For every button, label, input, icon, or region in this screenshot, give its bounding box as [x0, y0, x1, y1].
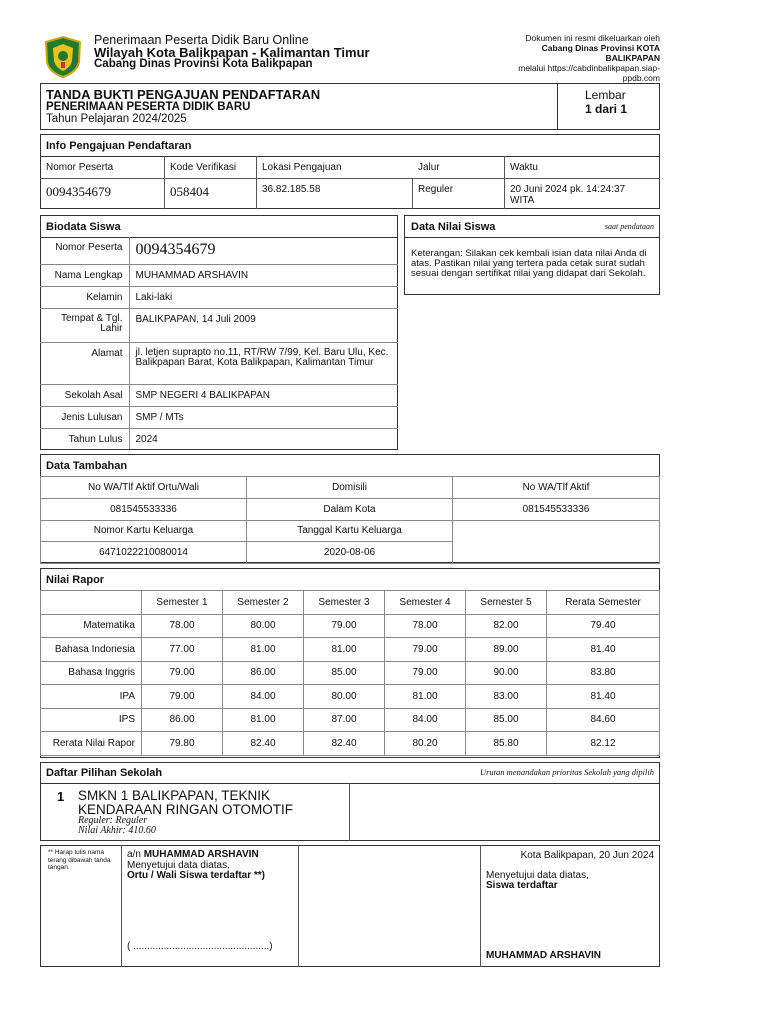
rapor-header: Semester 2 [223, 591, 304, 615]
signature-note: ** Harap tulis nama terang dibawah tanda tangan. [48, 849, 111, 871]
info-h-waktu: Waktu [510, 162, 538, 173]
tam-wa-ortu: 081545533336 [41, 498, 247, 520]
rapor-cell: 80.00 [304, 685, 385, 709]
info-nomor: 0094354679 [46, 184, 111, 199]
doc-subtitle: PENERIMAAN PESERTA DIDIK BARU [46, 101, 251, 113]
info-h-nomor: Nomor Peserta [46, 162, 114, 173]
rapor-row [41, 638, 660, 662]
tam-h-kk: Nomor Kartu Keluarga [41, 520, 247, 542]
info-h-jalur: Jalur [418, 162, 440, 173]
rapor-cell: 79.00 [304, 614, 385, 638]
bio-key: Tempat & Tgl. Lahir [40, 308, 129, 342]
rapor-cell: 80.20 [385, 732, 466, 756]
tam-h-wa-ortu: No WA/Tlf Aktif Ortu/Wali [41, 477, 247, 499]
tam-tgl-kk: 2020-08-06 [247, 542, 453, 564]
biodata-row [40, 308, 398, 342]
rapor-cell: 84.00 [385, 708, 466, 732]
issuer-line4: melalui https://cabdinbalikpapan.siap- [518, 63, 660, 73]
bio-value: 0094354679 [129, 237, 398, 264]
guardian-block [127, 850, 265, 882]
rapor-cell: 79.00 [385, 638, 466, 662]
pilihan-number: 1 [57, 789, 65, 804]
rapor-cell: 78.00 [142, 614, 223, 638]
pilihan-jalur: Reguler: Reguler [78, 815, 148, 826]
info-waktu: 20 Juni 2024 pk. 14:24:37 WITA [510, 184, 626, 206]
rapor-corner [41, 591, 142, 615]
bio-key: Sekolah Asal [40, 384, 129, 406]
tambahan-title: Data Tambahan [46, 460, 128, 472]
biodata-row [40, 342, 398, 384]
rapor-cell: 85.00 [466, 708, 547, 732]
biodata-row [40, 237, 398, 264]
student-role: Siswa terdaftar [486, 880, 558, 891]
rapor-cell: 85.00 [304, 661, 385, 685]
issuer-line3: BALIKPAPAN [605, 53, 660, 63]
bio-key: Jenis Lulusan [40, 406, 129, 428]
rapor-cell: 83.00 [466, 685, 547, 709]
rapor-header: Semester 5 [466, 591, 547, 615]
student-agree: Menyetujui data diatas, [486, 870, 589, 881]
rapor-row [41, 708, 660, 732]
rapor-header: Semester 3 [304, 591, 385, 615]
nilai-siswa-title: Data Nilai Siswa [411, 221, 496, 233]
rapor-cell: 86.00 [142, 708, 223, 732]
bio-value: SMP / MTs [129, 406, 398, 428]
pilihan-school-line1: SMKN 1 BALIKPAPAN, TEKNIK [78, 788, 271, 803]
biodata-row [40, 406, 398, 428]
pilihan-note: Urutan menandakan prioritas Sekolah yang dipilih [479, 767, 654, 777]
doc-year: Tahun Pelajaran 2024/2025 [46, 113, 187, 125]
rapor-cell: 82.40 [223, 732, 304, 756]
rapor-subject: Matematika [41, 614, 142, 638]
rapor-cell: 81.00 [223, 638, 304, 662]
logo [44, 36, 82, 78]
guardian-agree: Menyetujui data diatas, [127, 859, 230, 871]
sheet-value: 1 dari 1 [585, 102, 628, 116]
rapor-cell: 87.00 [304, 708, 385, 732]
rapor-row [41, 614, 660, 638]
rapor-cell: 89.00 [466, 638, 547, 662]
bio-value: 2024 [135, 433, 158, 445]
rapor-subject: Bahasa Indonesia [41, 638, 142, 662]
rapor-cell: 81.00 [385, 685, 466, 709]
rapor-cell: 79.80 [142, 732, 223, 756]
pilihan-title: Daftar Pilihan Sekolah [46, 767, 163, 779]
tam-wa: 081545533336 [453, 498, 660, 520]
biodata-row [40, 428, 398, 449]
rapor-cell: 81.00 [223, 708, 304, 732]
rapor-cell: 83.80 [547, 661, 660, 685]
biodata-row [40, 286, 398, 308]
header-line3: Cabang Dinas Provinsi Kota Balikpapan [94, 58, 313, 70]
rapor-cell: 79.00 [385, 661, 466, 685]
rapor-cell: 80.00 [223, 614, 304, 638]
rapor-cell: 84.00 [223, 685, 304, 709]
rapor-cell: 81.40 [547, 685, 660, 709]
nilai-siswa-keterangan: Keterangan: Silakan cek kembali isian data nilai Anda di atas. Pastikan nilai yang tertera pada cetak surat sudah sesuai dengan sertifikat nilai yang didapat dari Sekolah. [411, 248, 647, 279]
rapor-title: Nilai Rapor [46, 574, 105, 586]
pilihan-nilai: Nilai Akhir: 410.60 [78, 825, 156, 836]
rapor-cell: 85.80 [466, 732, 547, 756]
info-h-kode: Kode Verifikasi [170, 162, 237, 173]
tam-kk: 6471022210080014 [41, 542, 247, 564]
an-name: MUHAMMAD ARSHAVIN [143, 849, 259, 860]
issuer-line2: Cabang Dinas Provinsi KOTA [541, 43, 660, 53]
rapor-cell: 82.12 [547, 732, 660, 756]
bio-key: Alamat [40, 342, 129, 384]
rapor-header: Semester 4 [385, 591, 466, 615]
issuer-line1: Dokumen ini resmi dikeluarkan oleh [525, 33, 660, 43]
rapor-subject: Rerata Nilai Rapor [41, 732, 142, 756]
nilai-siswa-note: saat pendataan [604, 222, 654, 231]
info-title: Info Pengajuan Pendaftaran [46, 140, 192, 152]
biodata-title: Biodata Siswa [46, 221, 121, 233]
rapor-cell: 81.00 [304, 638, 385, 662]
bio-value: SMP NEGERI 4 BALIKPAPAN [129, 384, 398, 406]
rapor-cell: 82.00 [466, 614, 547, 638]
biodata-table [40, 237, 398, 449]
bio-key: Kelamin [40, 286, 129, 308]
bio-value: MUHAMMAD ARSHAVIN [129, 264, 398, 286]
rapor-table [40, 590, 660, 756]
rapor-cell: 77.00 [142, 638, 223, 662]
info-kode: 058404 [170, 184, 209, 199]
doc-title: TANDA BUKTI PENGAJUAN PENDAFTARAN [46, 87, 321, 102]
bio-key: Nomor Peserta [40, 237, 129, 264]
info-h-lokasi: Lokasi Pengajuan [262, 162, 342, 173]
header-line1: Penerimaan Peserta Didik Baru Online [94, 33, 309, 47]
biodata-row [40, 384, 398, 406]
rapor-cell: 78.00 [385, 614, 466, 638]
info-lokasi: 36.82.185.58 [262, 184, 321, 195]
sheet-label: Lembar [585, 88, 626, 102]
bio-value: jl. letjen suprapto no.11, RT/RW 7/99, Kel. Baru Ulu, Kec. Balikpapan Barat, Kota Balikpapan, Kalimantan Timur [129, 342, 398, 384]
rapor-cell: 79.00 [142, 661, 223, 685]
rapor-cell: 81.40 [547, 638, 660, 662]
tam-h-tgl-kk: Tanggal Kartu Keluarga [247, 520, 453, 542]
an-prefix: a/n [127, 849, 141, 860]
bio-key: Nama Lengkap [40, 264, 129, 286]
rapor-row [41, 685, 660, 709]
info-jalur: Reguler [418, 184, 454, 195]
rapor-header: Semester 1 [142, 591, 223, 615]
header-line2: Wilayah Kota Balikpapan - Kalimantan Timur [94, 45, 370, 60]
rapor-cell: 90.00 [466, 661, 547, 685]
bio-key: Tahun Lulus [40, 428, 129, 449]
rapor-subject: IPA [41, 685, 142, 709]
guardian-name-blank: ( .................................................) [127, 941, 273, 952]
pilihan-school-line2: KENDARAAN RINGAN OTOMOTIF [78, 802, 294, 817]
rapor-subject: Bahasa Inggris [41, 661, 142, 685]
rapor-row [41, 661, 660, 685]
student-name: MUHAMMAD ARSHAVIN [486, 950, 601, 961]
rapor-cell: 84.60 [547, 708, 660, 732]
rapor-cell: 86.00 [223, 661, 304, 685]
tam-empty [453, 520, 660, 564]
tam-domisili: Dalam Kota [247, 498, 453, 520]
bio-value: BALIKPAPAN, 14 Juli 2009 [129, 308, 398, 342]
place-date: Kota Balikpapan, 20 Jun 2024 [520, 850, 654, 861]
tambahan-table [40, 476, 660, 564]
guardian-role: Ortu / Wali Siswa terdaftar **) [127, 870, 265, 881]
issuer-note [440, 33, 660, 83]
bio-value: Laki-laki [129, 286, 398, 308]
tam-h-wa: No WA/Tlf Aktif [453, 477, 660, 499]
rapor-row [41, 732, 660, 756]
rapor-cell: 82.40 [304, 732, 385, 756]
tam-h-domisili: Domisili [247, 477, 453, 499]
biodata-row [40, 264, 398, 286]
issuer-line5: ppdb.com [622, 73, 660, 83]
rapor-cell: 79.00 [142, 685, 223, 709]
rapor-header: Rerata Semester [547, 591, 660, 615]
rapor-subject: IPS [41, 708, 142, 732]
rapor-cell: 79.40 [547, 614, 660, 638]
